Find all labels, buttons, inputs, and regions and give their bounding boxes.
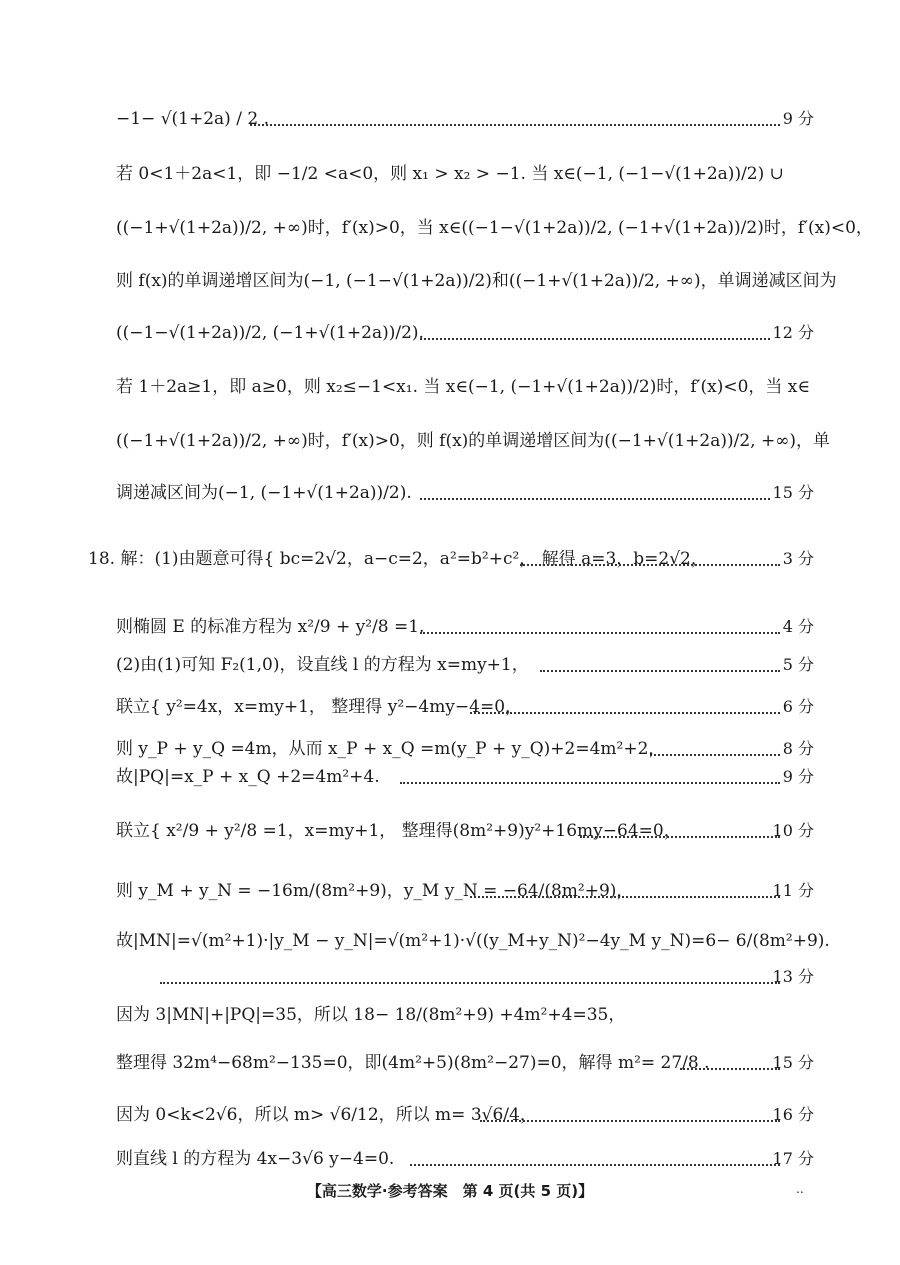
dot-leader	[480, 1120, 780, 1122]
dot-leader	[680, 1068, 780, 1070]
line-text: ((−1−√(1+2a))/2, (−1+√(1+2a))/2).	[116, 323, 424, 343]
line-text: 联立{ x²/9 + y²/8 =1，x=my+1， 整理得(8m²+9)y²+16my−64=0，	[116, 821, 681, 841]
line-text: (2)由(1)可知 F₂(1,0)，设直线 l 的方程为 x=my+1，	[116, 655, 529, 675]
dot-leader	[650, 754, 780, 756]
line-text: 若 1＋2a≥1，即 a≥0，则 x₂≤−1<x₁. 当 x∈(−1, (−1+√(1+2a))/2)时，f′(x)<0，当 x∈	[116, 377, 810, 397]
score-label: 15 分	[772, 1053, 814, 1072]
line-text: ((−1+√(1+2a))/2, +∞)时，f′(x)>0，当 x∈((−1−√(1+2a))/2, (−1+√(1+2a))/2)时，f′(x)<0，	[116, 218, 873, 238]
score-label: 11 分	[772, 881, 814, 900]
score-label: 6 分	[782, 697, 814, 716]
dot-leader	[160, 982, 780, 984]
page-footer: 【高三数学·参考答案 第 4 页(共 5 页)】	[306, 1182, 594, 1200]
line-text: 则直线 l 的方程为 4x−3√6 y−4=0.	[116, 1149, 395, 1169]
dot-leader	[420, 498, 770, 500]
dot-leader	[410, 1164, 780, 1166]
dot-leader	[540, 670, 780, 672]
dot-leader	[250, 124, 780, 126]
line-text: ((−1+√(1+2a))/2, +∞)时，f′(x)>0，则 f(x)的单调递增区间为((−1+√(1+2a))/2, +∞)，单	[116, 431, 831, 451]
line-text: 故|PQ|=x_P + x_Q +2=4m²+4.	[116, 767, 380, 787]
line-text: 则 y_P + y_Q =4m，从而 x_P + x_Q =m(y_P + y_Q)+2=4m²+2，	[116, 739, 666, 759]
line-text: 则 y_M + y_N = −16m/(8m²+9)，y_M y_N = −64/(8m²+9)，	[116, 881, 634, 901]
dot-leader	[580, 836, 780, 838]
line-text: 则 f(x)的单调递增区间为(−1, (−1−√(1+2a))/2)和((−1+√(1+2a))/2, +∞)，单调递减区间为	[116, 271, 837, 291]
dot-leader	[470, 896, 780, 898]
line-text: 若 0<1＋2a<1，即 −1/2 <a<0，则 x₁ > x₂ > −1. 当 x∈(−1, (−1−√(1+2a))/2) ∪	[116, 164, 784, 184]
score-label: 4 分	[782, 617, 814, 636]
line-text: 故|MN|=√(m²+1)·|y_M − y_N|=√(m²+1)·√((y_M+y_N)²−4y_M y_N)=6− 6/(8m²+9).	[116, 931, 830, 951]
line-text: 18. 解：(1)由题意可得{ bc=2√2，a−c=2，a²=b²+c²， 解得 a=3，b=2√2，	[88, 549, 708, 569]
dot-leader	[400, 782, 780, 784]
dot-leader	[470, 712, 780, 714]
line-text: 整理得 32m⁴−68m²−135=0，即(4m²+5)(8m²−27)=0，解得 m²= 27/8 .	[116, 1053, 710, 1073]
score-label: 13 分	[772, 967, 814, 986]
score-label: 10 分	[772, 821, 814, 840]
line-text: 因为 0<k<2√6，所以 m> √6/12，所以 m= 3√6/4，	[116, 1105, 537, 1125]
score-label: 9 分	[782, 109, 814, 128]
line-text: 因为 3|MN|+|PQ|=35，所以 18− 18/(8m²+9) +4m²+4=35，	[116, 1005, 626, 1025]
score-label: 8 分	[782, 739, 814, 758]
score-label: 12 分	[772, 323, 814, 342]
dot-leader	[420, 632, 780, 634]
line-text: 调递减区间为(−1, (−1+√(1+2a))/2).	[116, 483, 412, 503]
line-text: 联立{ y²=4x，x=my+1， 整理得 y²−4my−4=0，	[116, 697, 523, 717]
line-text: 则椭圆 E 的标准方程为 x²/9 + y²/8 =1.	[116, 617, 425, 637]
score-label: 17 分	[772, 1149, 814, 1168]
score-label: 5 分	[782, 655, 814, 674]
corner-mark: ..	[796, 1182, 804, 1196]
score-label: 3 分	[782, 549, 814, 568]
score-label: 9 分	[782, 767, 814, 786]
dot-leader	[420, 338, 770, 340]
score-label: 15 分	[772, 483, 814, 502]
score-label: 16 分	[772, 1105, 814, 1124]
dot-leader	[520, 564, 780, 566]
line-text: −1− √(1+2a) / 2 .	[116, 109, 269, 129]
